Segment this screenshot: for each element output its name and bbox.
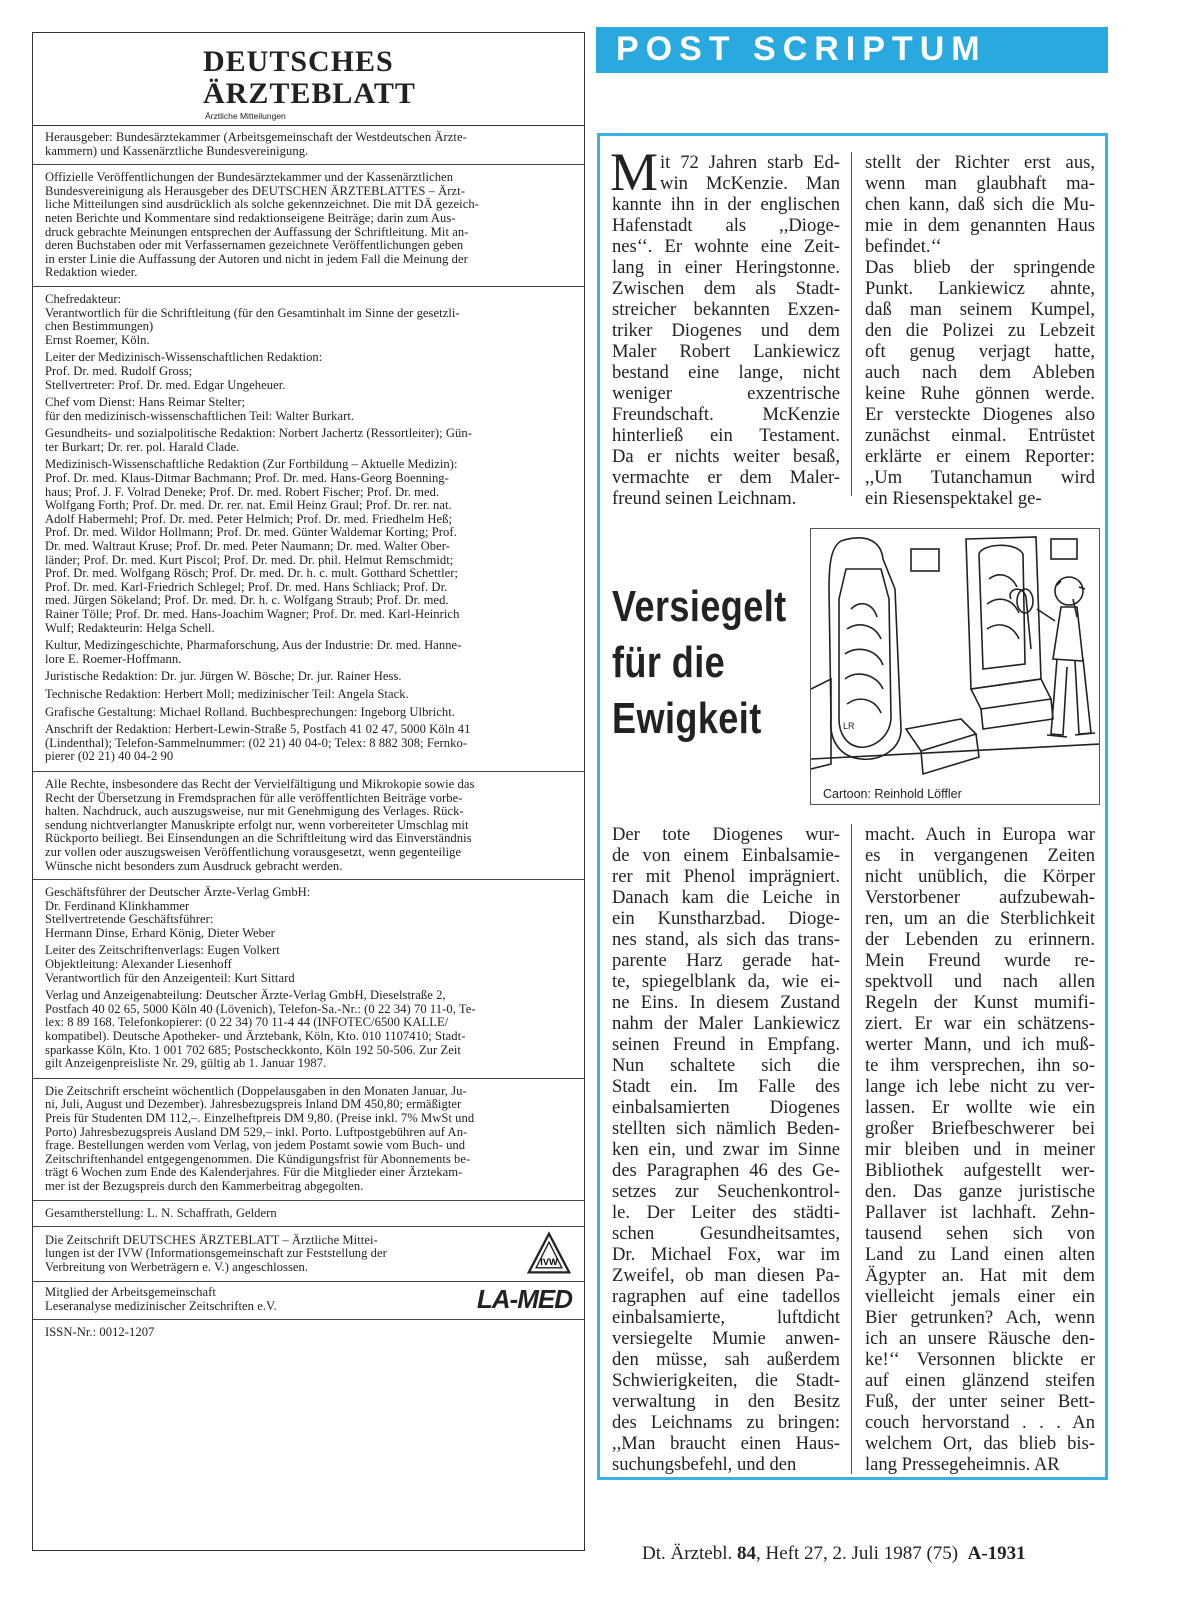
- official-notice-block-line: in erster Linie die Auffassung der Autoren und nicht in jedem Fall die Meinung der: [45, 251, 468, 266]
- article-column-1-bottom: [612, 824, 840, 1475]
- article-column-2-top-line: Er versteckte Diogenes also: [865, 404, 1095, 425]
- article-column-1-bottom-line: de von einem Einbalsamie-: [612, 845, 840, 866]
- article-column-1-bottom-line: Zweifel, ob man diesen Pa-: [612, 1265, 840, 1286]
- article-column-2-bottom-line: nicht unüblich, die Körper: [865, 866, 1095, 887]
- imprint-paragraph: [45, 458, 572, 635]
- publisher-block-line: kammern) und Kassenärztliche Bundesvereinigung.: [45, 143, 309, 158]
- article-column-1-bottom-line: verwaltung in den Besitz: [612, 1391, 840, 1412]
- svg-text:IVW: IVW: [540, 1257, 558, 1268]
- article-line: streicher bekannten Exzen-: [612, 299, 840, 320]
- imprint-paragraph: [45, 639, 572, 666]
- subscription-block: [33, 1079, 584, 1201]
- imprint-paragraph-line: gilt Anzeigenpreisliste Nr. 29, gültig ab 1. Januar 1987.: [45, 1056, 327, 1071]
- article-column-2-bottom-line: Bibliothek aufgestellt wer-: [865, 1160, 1095, 1181]
- rubric-title: POST SCRIPTUM: [616, 30, 987, 68]
- imprint-paragraph-line: Kultur, Medizingeschichte, Pharmaforschung, Aus der Industrie: Dr. med. Hanne-: [45, 638, 462, 653]
- imprint-paragraph-line: Prof. Dr. med. Rudolf Gross;: [45, 363, 193, 378]
- article-column-1-bottom-line: versiegelte Mumie anwen-: [612, 1328, 840, 1349]
- footer-issue: , Heft 27, 2. Juli 1987 (75): [755, 1543, 959, 1564]
- article-line: it 72 Jahren starb Ed-: [660, 152, 840, 173]
- article-column-1-bottom-line: seinen Freund in Empfang.: [612, 1034, 840, 1055]
- article-column-1-bottom-line: le. Der Leiter des städti-: [612, 1202, 840, 1223]
- headline-line-3: Ewigkeit: [612, 694, 762, 743]
- article-column-2-bottom-line: te ihm versprechen, ihn so-: [865, 1055, 1095, 1076]
- article-column-2-top-line: ,,Um Tutanchamun wird: [865, 467, 1095, 488]
- article-column-2-top-line: keine Ruhe gönnen werde.: [865, 383, 1095, 404]
- article-line: Hafenstadt als ,,Dioge-: [612, 215, 840, 236]
- imprint-paragraph-line: Verantwortlich für den Anzeigenteil: Kurt Sittard: [45, 970, 295, 985]
- imprint-paragraph-line: Dr. Ferdinand Klinkhammer: [45, 898, 190, 913]
- imprint-paragraph-line: Stellvertreter: Prof. Dr. med. Edgar Ungeheuer.: [45, 377, 286, 392]
- footer-volume: 84: [736, 1543, 756, 1564]
- article-column-2-top-line: mie in dem genannten Haus: [865, 215, 1095, 236]
- rights-block-line: sendung nichtverlangter Manuskripte erfolgt nur, wenn vorbereiteter Umschlag mit: [45, 817, 469, 832]
- article-column-1-bottom-line: rer mit Phenol imprägniert.: [612, 866, 840, 887]
- article-line: win McKenzie. Man: [660, 173, 840, 194]
- article-column-2-top-line: Punkt. Lankiewicz ahnte,: [865, 278, 1095, 299]
- masthead: [33, 33, 584, 126]
- imprint-paragraph: [45, 688, 572, 702]
- ivw-text-line: Verbreitung von Werbeträgern e. V.) angeschlossen.: [45, 1259, 309, 1274]
- article-column-2-bottom-line: werter Mann, und ich muß-: [865, 1034, 1095, 1055]
- article-column-2-bottom-line: Fuß, der unter seiner Bett-: [865, 1391, 1095, 1412]
- subscription-block-line: ni, Juli, August und Dezember). Jahresbezugspreis Inland DM 450,80; ermäßigter: [45, 1097, 462, 1112]
- publisher-block-line: Herausgeber: Bundesärztekammer (Arbeitsgemeinschaft der Westdeutschen Ärzte-: [45, 130, 467, 144]
- rights-block-line: Wünsche nicht besonders zum Ausdruck gebracht werden.: [45, 858, 343, 873]
- imprint-paragraph-line: Medizinisch-Wissenschaftliche Redaktion (Zur Fortbildung – Aktuelle Medizin):: [45, 457, 458, 472]
- imprint-paragraph-line: (Lindenthal); Telefon-Sammelnummer: (02 21) 40 04-0; Telex: 8 882 308; Fernko-: [45, 735, 468, 750]
- article-column-2-bottom-line: ke!‘‘ Versonnen blickte er: [865, 1349, 1095, 1370]
- article-column-1-bottom-line: Danach kam die Leiche in: [612, 887, 840, 908]
- rights-block-line: Alle Rechte, insbesondere das Recht der Vervielfältigung und Mikrokopie sowie das: [45, 776, 475, 791]
- imprint-paragraph-line: Verlag und Anzeigenabteilung: Deutscher Ärzte-Verlag GmbH, Dieselstraße 2,: [45, 988, 446, 1003]
- subscription-block-line: Die Zeitschrift erscheint wöchentlich (Doppelausgaben in den Monaten Januar, Ju-: [45, 1083, 467, 1098]
- article-column-1-bottom-line: ein Kunstharzbad. Dioge-: [612, 908, 840, 929]
- article-column-2-top-line: auch nach dem Ableben: [865, 362, 1095, 383]
- imprint-paragraph-line: Hermann Dinse, Erhard König, Dieter Weber: [45, 925, 275, 940]
- article-column-2-bottom-line: Verstorbener aufzubewah-: [865, 887, 1095, 908]
- rights-block-line: zur vollen oder auszugsweisen Veröffentlichung vorausgesetzt, wenn gegenteilige: [45, 844, 462, 859]
- article-column-1-bottom-line: stellten sich nämlich Beden-: [612, 1118, 840, 1139]
- article-column-1-bottom-line: nahm der Maler Lankiewicz: [612, 1013, 840, 1034]
- article-column-1-bottom-line: Dr. Michael Fox, war im: [612, 1244, 840, 1265]
- article-column-1-bottom-line: ,,Man braucht einen Haus-: [612, 1433, 840, 1454]
- official-notice-block-line: neten Berichte und Kommentare sind redaktionseigene Beiträge; darin zum Aus-: [45, 210, 456, 225]
- article-line: lang in einer Heringstonne.: [612, 257, 840, 278]
- publisher-block: [33, 126, 584, 165]
- imprint-paragraph: [45, 723, 572, 764]
- publisher-management-block: [33, 880, 584, 1079]
- cartoon-drawing: [811, 529, 1100, 784]
- article-column-2-bottom-line: vielleicht jemals einer ein: [865, 1286, 1095, 1307]
- article-column-2-bottom-line: ich an unsere Räusche den-: [865, 1328, 1095, 1349]
- issn-text: ISSN-Nr.: 0012-1207: [45, 1325, 155, 1340]
- column-rule-top: [851, 152, 852, 496]
- imprint-paragraph-line: Leiter des Zeitschriftenverlags: Eugen Volkert: [45, 943, 280, 958]
- imprint-paragraph: [45, 396, 572, 423]
- production-block: [33, 1201, 584, 1228]
- imprint-paragraph-line: Stellvertretende Geschäftsführer:: [45, 912, 214, 927]
- post-scriptum-banner: [596, 27, 1108, 73]
- imprint-paragraph-line: Chef vom Dienst: Hans Reimar Stelter;: [45, 395, 246, 410]
- imprint-paragraph-line: ter Burkart; Dr. rer. pol. Harald Clade.: [45, 439, 240, 454]
- dropcap: M: [610, 142, 659, 202]
- article-column-2-bottom-line: lassen. Er wollte wie ein: [865, 1097, 1095, 1118]
- article-line: Freundschaft. McKenzie: [612, 404, 840, 425]
- imprint-paragraph-line: Anschrift der Redaktion: Herbert-Lewin-Straße 5, Postfach 41 02 47, 5000 Köln 41: [45, 722, 471, 737]
- headline-line-1: Versiegelt: [612, 582, 787, 631]
- imprint-paragraph: [45, 427, 572, 454]
- imprint-paragraph-line: Ernst Roemer, Köln.: [45, 332, 150, 347]
- rights-block-line: Rückporto beiliegt. Bei Einsendungen an die Schriftleitung wird das Einverständnis: [45, 831, 472, 846]
- imprint-paragraph-line: sparkasse Köln, Kto. 1 001 702 685; Postscheckkonto, Köln 192 50-506. Zur Zeit: [45, 1042, 461, 1057]
- article-column-2-bottom-line: es in vergangenen Zeiten: [865, 845, 1095, 866]
- article-column-1-bottom-line: Der tote Diogenes wur-: [612, 824, 840, 845]
- imprint-paragraph-line: Prof. Dr. med. Wildor Hollmann; Prof. Dr. med. Günter Waldemar Korting; Prof.: [45, 525, 457, 540]
- subscription-block-line: Porto) Jahresbezugspreis Ausland DM 529,– inkl. Porto. Luftpostgebühren auf An-: [45, 1124, 468, 1139]
- imprint-paragraph-line: Dr. med. Waltraut Kruse; Prof. Dr. med. Peter Naumann; Dr. med. Walter Ober-: [45, 539, 451, 554]
- article-line: weniger exzentrische: [612, 383, 840, 404]
- ivw-logo-icon: [526, 1231, 572, 1277]
- imprint-box: [32, 32, 585, 1551]
- article-column-2-top-line: wenn man glaubhaft ma-: [865, 173, 1095, 194]
- masthead-title-line2: ÄRZTEBLATT: [203, 77, 416, 110]
- article-column-2-top-line: Das blieb der springende: [865, 257, 1095, 278]
- issn-block: [33, 1320, 584, 1344]
- article-column-2-bottom-line: lang Pressegeheimnis. AR: [865, 1454, 1060, 1475]
- official-notice-block-line: liche Mitteilungen sind ausdrücklich als solche gekennzeichnet. Die mit DÄ gezeich-: [45, 197, 479, 212]
- article-line: nes‘‘. Er wohnte eine Zeit-: [612, 236, 840, 257]
- imprint-paragraph: [45, 886, 572, 940]
- imprint-paragraph-line: Juristische Redaktion: Dr. jur. Jürgen W. Bösche; Dr. jur. Rainer Hess.: [45, 669, 402, 684]
- page-footer: [642, 1543, 1026, 1565]
- article-column-1-bottom-line: des Leichnams zu bringen:: [612, 1412, 840, 1433]
- article-headline: [612, 579, 787, 747]
- imprint-paragraph-line: Geschäftsführer der Deutscher Ärzte-Verlag GmbH:: [45, 885, 311, 900]
- imprint-paragraph: [45, 670, 572, 684]
- ivw-text-line: Die Zeitschrift DEUTSCHES ÄRZTEBLATT – Ärztliche Mittei-: [45, 1232, 378, 1247]
- imprint-paragraph-line: Objektleitung: Alexander Liesenhoff: [45, 957, 232, 972]
- lamed-block: [33, 1282, 584, 1320]
- article-line: Da er nichts weiter besaß,: [612, 446, 840, 467]
- article-column-2-top: [865, 152, 1095, 509]
- imprint-paragraph-line: Verantwortlich für die Schriftleitung (für den Gesamtinhalt im Sinne der gesetzli-: [45, 305, 460, 320]
- imprint-paragraph: [45, 944, 572, 985]
- official-notice-block-line: Bundesvereinigung als Herausgeber des DEUTSCHEN ÄRZTEBLATTES – Ärzt-: [45, 183, 465, 198]
- footer-journal: Dt. Ärztebl.: [642, 1543, 733, 1564]
- article-column-1-bottom-line: Stadt ein. Im Falle des: [612, 1076, 840, 1097]
- article-line: Zwischen dem als Stadt-: [612, 278, 840, 299]
- official-notice-block-line: Offizielle Veröffentlichungen der Bundesärztekammer und der Kassenärztlichen: [45, 170, 454, 185]
- article-column-1-top: [610, 142, 840, 509]
- cartoon-caption: Cartoon: Reinhold Löffler: [823, 787, 962, 801]
- lamed-logo: LA-MED: [476, 1283, 572, 1314]
- imprint-paragraph-line: Technische Redaktion: Herbert Moll; medizinischer Teil: Angela Stack.: [45, 686, 409, 701]
- cartoon-illustration: [810, 528, 1100, 805]
- imprint-paragraph-line: Prof. Dr. med. Klaus-Ditmar Bachmann; Prof. Dr. med. Hans-Georg Boenning-: [45, 471, 449, 486]
- article-column-2-bottom-line: macht. Auch in Europa war: [865, 824, 1095, 845]
- article-column-2-bottom-line: Bier getrunken? Ach, wenn: [865, 1307, 1095, 1328]
- article-column-1-bottom-line: setzes zur Seuchenkontrol-: [612, 1181, 840, 1202]
- article-column-2-top-line: erklärte er einem Reporter:: [865, 446, 1095, 467]
- article-column-2-bottom-line: der Lebenden zu erinnern.: [865, 929, 1095, 950]
- article-column-2-bottom: [865, 824, 1095, 1475]
- production-text: Gesamtherstellung: L. N. Schaffrath, Geldern: [45, 1205, 277, 1220]
- imprint-paragraph: [45, 706, 572, 720]
- article-column-1-bottom-line: schen Gesundheitsamtes,: [612, 1223, 840, 1244]
- article-line: hinterließ ein Testament.: [612, 425, 840, 446]
- rights-block: [33, 772, 584, 880]
- lamed-text-line: Mitglied der Arbeitsgemeinschaft: [45, 1285, 216, 1300]
- imprint-paragraph-line: Chefredakteur:: [45, 291, 122, 306]
- ivw-text-line: lungen ist der IVW (Informationsgemeinschaft zur Feststellung der: [45, 1246, 387, 1261]
- imprint-paragraph-line: Wolfgang Forth; Prof. Dr. med. Dr. rer. nat. Emil Heinz Graul; Prof. Dr. rer. nat.: [45, 498, 452, 513]
- imprint-paragraph-line: Prof. Dr. med. Wolfgang Rösch; Prof. Dr. med. Dr. h. c. mult. Gotthard Schettler;: [45, 566, 459, 581]
- article-column-2-bottom-line: auf einen glänzend steifen: [865, 1370, 1095, 1391]
- column-rule-bottom: [851, 824, 852, 1474]
- article-column-1-bottom-line: Nun schaltete sich die: [612, 1055, 840, 1076]
- article-column-2-bottom-line: Mein Freund wurde re-: [865, 950, 1095, 971]
- imprint-paragraph-line: med. Jürgen Sökeland; Prof. Dr. med. Dr. h. c. Wolfgang Straub; Prof. Dr. med.: [45, 593, 449, 608]
- imprint-paragraph-line: Adolf Habermehl; Prof. Dr. med. Peter Helmich; Prof. Dr. med. Friedhelm Heß;: [45, 511, 453, 526]
- lamed-text: [45, 1286, 277, 1313]
- article-column-2-top-line: den die Polizei zu Lebzeit: [865, 320, 1095, 341]
- article-column-2-bottom-line: couch hervorstand . . . An: [865, 1412, 1095, 1433]
- official-notice-block-line: Redaktion wieder.: [45, 265, 138, 280]
- footer-page-number: A-1931: [967, 1543, 1026, 1564]
- article-column-2-top-line: daß man seinem Kumpel,: [865, 299, 1095, 320]
- article-column-2-bottom-line: großer Briefbeschwerer bei: [865, 1118, 1095, 1139]
- article-column-1-bottom-line: den müsse, sah außerdem: [612, 1349, 840, 1370]
- imprint-paragraph-line: Wulf; Redakteurin: Helga Schell.: [45, 620, 215, 635]
- article-column-1-bottom-line: parente Harz gerade hat-: [612, 950, 840, 971]
- masthead-title-line1: DEUTSCHES: [203, 45, 394, 78]
- subscription-block-line: Preis für Studenten DM 112,–. Einzelheftpreis DM 9,80. (Preise inkl. 7% MwSt und: [45, 1111, 475, 1125]
- article-column-2-top-line: chen kann, daß sich die Mu-: [865, 194, 1095, 215]
- imprint-paragraph-line: pierer (02 21) 40 04-2 90: [45, 749, 174, 764]
- article-column-2-top-line: stellt der Richter erst aus,: [865, 152, 1095, 173]
- imprint-paragraph-line: für den medizinisch-wissenschaftlichen Teil: Walter Burkart.: [45, 408, 355, 423]
- article-column-1-bottom-line: Schwierigkeiten, die Stadt-: [612, 1370, 840, 1391]
- article-column-1-bottom-line: ne Eins. In diesem Zustand: [612, 992, 840, 1013]
- official-notice-block-line: druck gebrachte Meinungen entsprechen der Auffassung der Schriftleitung. Mit an-: [45, 224, 469, 239]
- headline-line-2: für die: [612, 638, 726, 687]
- imprint-paragraph-line: Prof. Dr. med. Karl-Friedrich Schlegel; Prof. Dr. med. Hans Schliack; Prof. Dr.: [45, 579, 448, 594]
- lamed-text-line: Leseranalyse medizinischer Zeitschriften e.V.: [45, 1298, 277, 1313]
- article-column-2-top-line: oft genug verjagt hatte,: [865, 341, 1095, 362]
- article-column-1-bottom-line: te, spiegelblank da, wie ei-: [612, 971, 840, 992]
- article-line: triker Diogenes und dem: [612, 320, 840, 341]
- imprint-paragraph: [45, 989, 572, 1071]
- imprint-paragraph-line: Grafische Gestaltung: Michael Rolland. Buchbesprechungen: Ingeborg Ulbricht.: [45, 704, 455, 719]
- article-line: kannte ihn in der englischen: [612, 194, 840, 215]
- rights-block-line: halten. Nachdruck, auch auszugsweise, nur mit Genehmigung des Verlages. Rück-: [45, 804, 464, 819]
- article-column-1-bottom-line: suchungsbefehl, und den: [612, 1454, 797, 1475]
- article-column-1-bottom-line: ken ein, und zwar im Sinne: [612, 1139, 840, 1160]
- article-column-1-bottom-line: einbalsamierte, luftdicht: [612, 1307, 840, 1328]
- article-column-2-bottom-line: ziert. Er war ein schätzens-: [865, 1013, 1095, 1034]
- imprint-paragraph-line: Rainer Tölle; Prof. Dr. med. Hans-Joachim Wagner; Prof. Dr. med. Karl-Heinrich: [45, 607, 460, 621]
- masthead-subtitle: Ärztliche Mitteilungen: [205, 111, 286, 121]
- imprint-paragraph-line: Postfach 40 02 65, 5000 Köln 40 (Lövenich), Telefon-Sa.-Nr.: (0 22 34) 70 11-0, Te-: [45, 1001, 476, 1016]
- article-column-2-bottom-line: Land zu Land einen alten: [865, 1244, 1095, 1265]
- imprint-paragraph: [45, 293, 572, 347]
- imprint-paragraph-line: lore E. Roemer-Hoffmann.: [45, 651, 182, 666]
- article-column-2-bottom-line: lange ich lebe nicht zu ver-: [865, 1076, 1095, 1097]
- article-column-1-bottom-line: einbalsamierten Diogenes: [612, 1097, 840, 1118]
- subscription-block-line: Zeitschriftenhandel entgegengenommen. Die Kündigungsfrist für Abonnements be-: [45, 1151, 471, 1166]
- imprint-paragraph-line: chen Bestimmungen): [45, 319, 154, 334]
- subscription-block-line: mer ist der Bezugspreis durch den Kammerbeitrag abgegolten.: [45, 1178, 364, 1193]
- imprint-paragraph-line: haus; Prof. J. F. Volrad Deneke; Prof. Dr. med. Robert Fischer; Prof. Dr. med.: [45, 484, 440, 499]
- article-column-2-bottom-line: welchem Ort, das blieb bis-: [865, 1433, 1095, 1454]
- article-column-2-top-line: befindet.‘‘: [865, 236, 942, 257]
- rights-block-line: Recht der Übersetzung in Fremdsprachen für alle veröffentlichten Beiträge vorbe-: [45, 790, 463, 805]
- article-line: Maler Robert Lankiewicz: [612, 341, 840, 362]
- article-column-2-bottom-line: Regeln der Kunst mumifi-: [865, 992, 1095, 1013]
- imprint-paragraph-line: länder; Prof. Dr. med. Kurt Piscol; Prof. Dr. med. Dr. phil. Helmut Remschmidt;: [45, 552, 454, 567]
- ivw-text: [45, 1234, 387, 1275]
- editorial-staff-block: [33, 287, 584, 772]
- cartoon-signature: LR: [843, 721, 855, 731]
- article-line: bestand eine lange, nicht: [612, 362, 840, 383]
- article-column-1-bottom-line: nes stand, als sich das trans-: [612, 929, 840, 950]
- imprint-paragraph-line: Gesundheits- und sozialpolitische Redaktion: Norbert Jachertz (Ressortleiter); Gün-: [45, 426, 472, 441]
- imprint-paragraph: [45, 351, 572, 392]
- ivw-block: [33, 1227, 584, 1282]
- article-column-1-bottom-line: ragraphen auf eine tadellos: [612, 1286, 840, 1307]
- imprint-paragraph-line: kompatibel). Deutsche Apotheker- und Ärztebank, Köln, Kto. 010 1107410; Stadt-: [45, 1029, 466, 1044]
- article-column-2-bottom-line: tausend sehen sich von: [865, 1223, 1095, 1244]
- article-column-2-bottom-line: Pallaver ist lachhaft. Zehn-: [865, 1202, 1095, 1223]
- article-column-1-bottom-line: des Paragraphen 46 des Ge-: [612, 1160, 840, 1181]
- article-line: vermachte er dem Maler-: [612, 467, 840, 488]
- official-notice-block-line: deren Buchstaben oder mit Verfassernamen gezeichnete Veröffentlichungen geben: [45, 238, 464, 253]
- article-column-2-bottom-line: spektvoll und nach allen: [865, 971, 1095, 992]
- article-column-2-bottom-line: ren, um an die Sterblichkeit: [865, 908, 1095, 929]
- imprint-paragraph-line: Leiter der Medizinisch-Wissenschaftlichen Redaktion:: [45, 350, 323, 365]
- article-column-2-bottom-line: Ägypter an. Hat mit dem: [865, 1265, 1095, 1286]
- article-column-2-top-line: zunächst einmal. Entrüstet: [865, 425, 1095, 446]
- article-column-2-bottom-line: den. Das ganze juristische: [865, 1181, 1095, 1202]
- imprint-paragraph-line: lex: 8 89 168. Telefonkopierer: (0 22 34) 70 11-4 44 (INFOTEC/6500 KALLE/: [45, 1015, 449, 1030]
- article-line: freund seinen Leichnam.: [612, 488, 797, 509]
- subscription-block-line: frage. Bestellungen werden vom Verlag, von jedem Postamt sowie vom Buch- und: [45, 1138, 466, 1153]
- official-notice-block: [33, 165, 584, 287]
- article-column-2-top-line: ein Riesenspektakel ge-: [865, 488, 1042, 509]
- article-column-2-bottom-line: mir bleiben und in meiner: [865, 1139, 1095, 1160]
- subscription-block-line: trägt 6 Wochen zum Ende des Kalenderjahres. Für die Mitglieder einer Ärztekam-: [45, 1165, 463, 1180]
